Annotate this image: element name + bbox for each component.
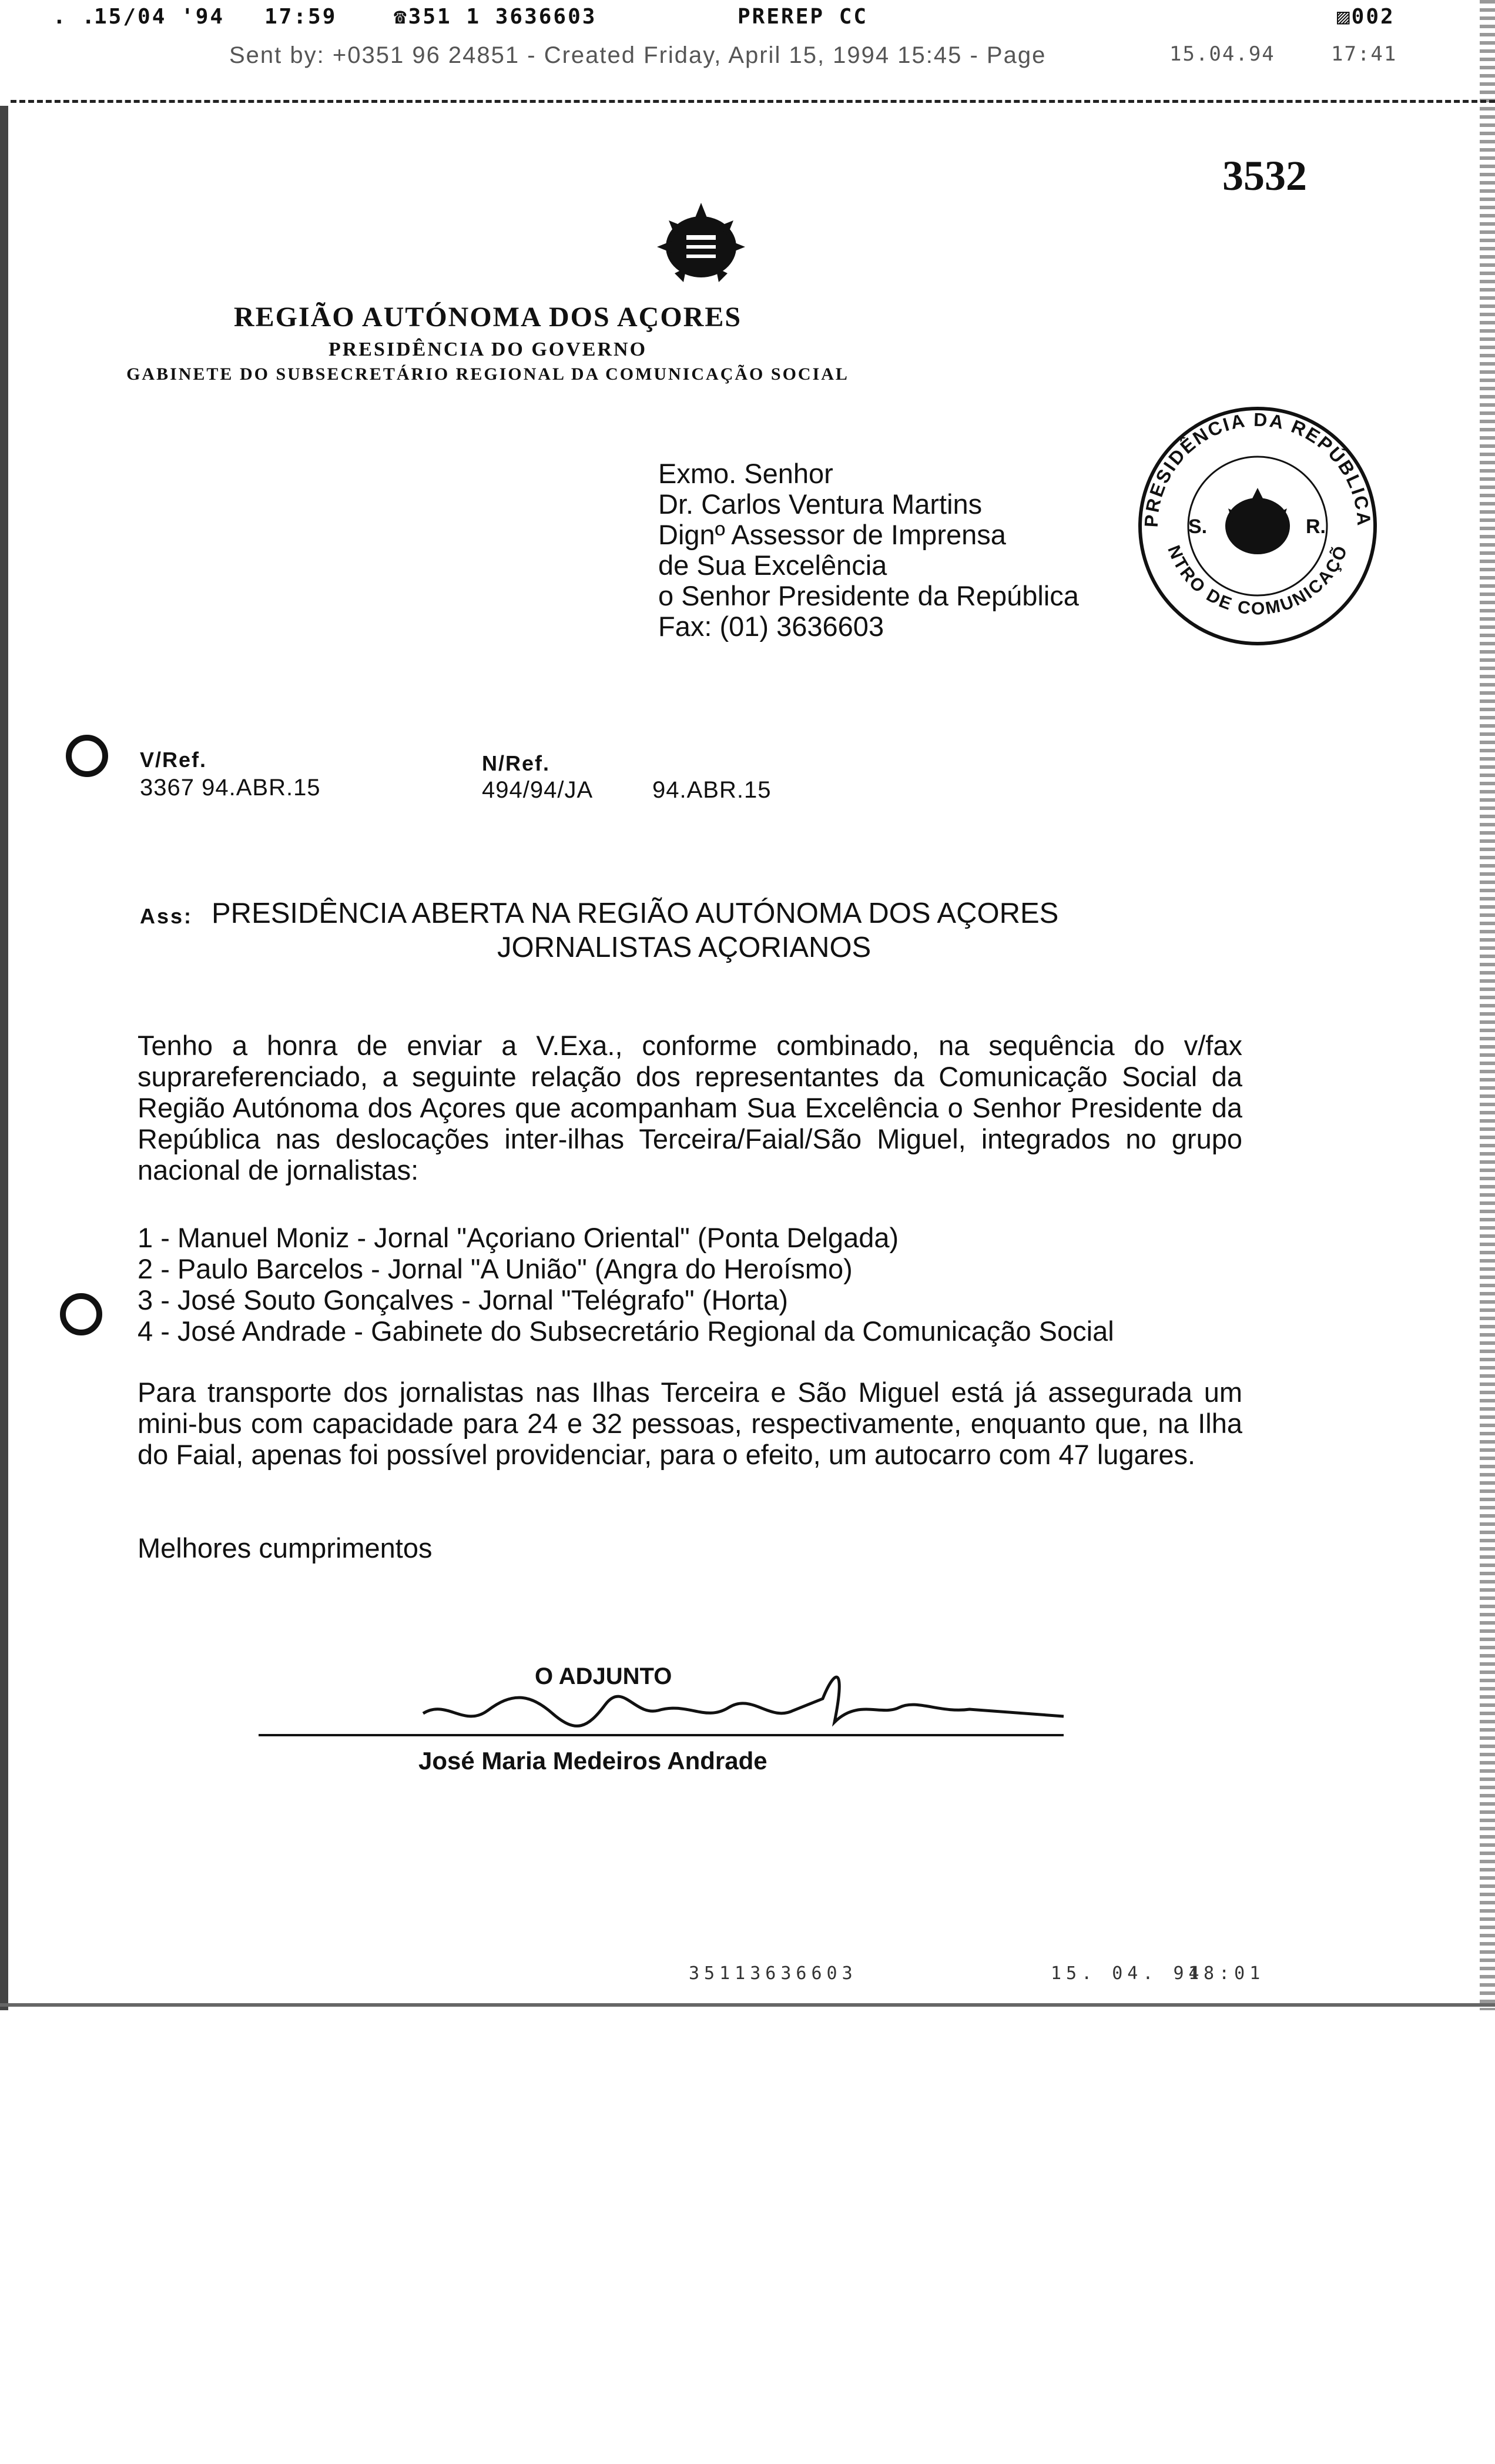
your-ref-label: V/Ref. <box>140 748 207 772</box>
stamp-right-letter: R. <box>1306 515 1326 538</box>
addressee-line: Dignº Assessor de Imprensa <box>658 519 1006 550</box>
coat-of-arms-icon <box>651 203 751 294</box>
signature-title: O ADJUNTO <box>535 1663 672 1689</box>
fax-header-sender: PREREP CC <box>738 5 869 29</box>
our-ref-label: N/Ref. <box>482 751 551 775</box>
addressee-line: o Senhor Presidente da República <box>658 580 1079 611</box>
body-paragraph-1: Tenho a honra de enviar a V.Exa., conforme combinado, na sequência do v/fax suprareferenciado, a seguinte relação dos representantes da Comunicação Social da Região Autónoma dos Açores que acompanham Sua Excelência o Senhor Presidente da República nas deslocações inter-ilhas Terceira/Faial/São Miguel, integrados no grupo nacional de jornalistas: <box>138 1030 1242 1186</box>
fax-header-divider <box>11 100 1495 103</box>
fax-header-time: 17:59 <box>264 5 337 29</box>
body-paragraph-2: Para transporte dos jornalistas nas Ilhas Terceira e São Miguel está já assegurada um mini-bus com capacidade para 24 e 32 pessoas, respectivamente, enquanto que, na Ilha do Faial, apenas foi possível providenciar, para o efeito, um autocarro com 47 lugares. <box>138 1377 1242 1470</box>
fax-footer-number: 35113636603 <box>689 1963 857 1984</box>
stamp-top-text: PRESIDÊNCIA DA REPÚBLICA <box>1140 409 1375 528</box>
stamp-left-letter: S. <box>1188 515 1208 538</box>
journalist-item-2: 2 - Paulo Barcelos - Jornal "A União" (Angra do Heroísmo) <box>138 1253 853 1284</box>
addressee-block <box>658 458 1079 642</box>
addressee-line: Fax: (01) 3636603 <box>658 611 884 642</box>
signature-name: José Maria Medeiros Andrade <box>418 1747 767 1775</box>
fax-header-marks: . . <box>53 5 97 29</box>
addressee-line: Dr. Carlos Ventura Martins <box>658 488 983 520</box>
punch-hole <box>66 735 108 777</box>
letterhead-region: REGIÃO AUTÓNOMA DOS AÇORES <box>233 302 742 333</box>
journalist-item-3: 3 - José Souto Gonçalves - Jornal "Telégrafo" (Horta) <box>138 1284 789 1315</box>
subject-line-2: JORNALISTAS AÇORIANOS <box>497 932 871 963</box>
scan-bottom-edge <box>0 2003 1495 2007</box>
document-number: 3532 <box>1222 152 1307 199</box>
addressee-line: Exmo. Senhor <box>658 458 833 489</box>
letterhead-cabinet: GABINETE DO SUBSECRETÁRIO REGIONAL DA COMUNICAÇÃO SOCIAL <box>126 364 849 384</box>
fax-header-phone: ☎351 1 3636603 <box>394 5 597 29</box>
scan-right-edge <box>1480 0 1495 2010</box>
your-ref-value: 3367 94.ABR.15 <box>140 775 321 801</box>
subject-line-1: PRESIDÊNCIA ABERTA NA REGIÃO AUTÓNOMA DOS AÇORES <box>212 898 1059 929</box>
letterhead-presidency: PRESIDÊNCIA DO GOVERNO <box>328 339 648 360</box>
subject-label: Ass: <box>140 904 193 928</box>
presidency-stamp <box>1122 391 1393 664</box>
signature-line <box>259 1734 1064 1736</box>
our-ref-date: 94.ABR.15 <box>652 777 772 803</box>
punch-hole <box>60 1293 102 1335</box>
addressee-line: de Sua Excelência <box>658 550 887 581</box>
stamp-crest-icon <box>1225 488 1290 554</box>
journalist-item-1: 1 - Manuel Moniz - Jornal "Açoriano Oriental" (Ponta Delgada) <box>138 1222 899 1253</box>
scan-left-edge <box>0 106 8 2010</box>
closing: Melhores cumprimentos <box>138 1532 433 1564</box>
signature-scrawl <box>411 1658 1075 1737</box>
fax-header-sent-by: Sent by: +0351 96 24851 - Created Friday, April 15, 1994 15:45 - Page <box>229 42 1047 68</box>
fax-header-date: 15/04 '94 <box>94 5 225 29</box>
journalist-item-4: 4 - José Andrade - Gabinete do Subsecretário Regional da Comunicação Social <box>138 1315 1114 1347</box>
our-ref-number: 494/94/JA <box>482 777 594 803</box>
stamp-bottom-text: NTRO DE COMUNICAÇÕ <box>1164 541 1352 619</box>
fax-footer-time: 18:01 <box>1188 1963 1265 1984</box>
fax-header-page: ▨002 <box>1337 5 1395 29</box>
fax-header-date2: 15.04.94 <box>1169 42 1275 66</box>
fax-footer-date: 15. 04. 94 <box>1051 1963 1204 1984</box>
fax-header-time2: 17:41 <box>1331 42 1397 66</box>
